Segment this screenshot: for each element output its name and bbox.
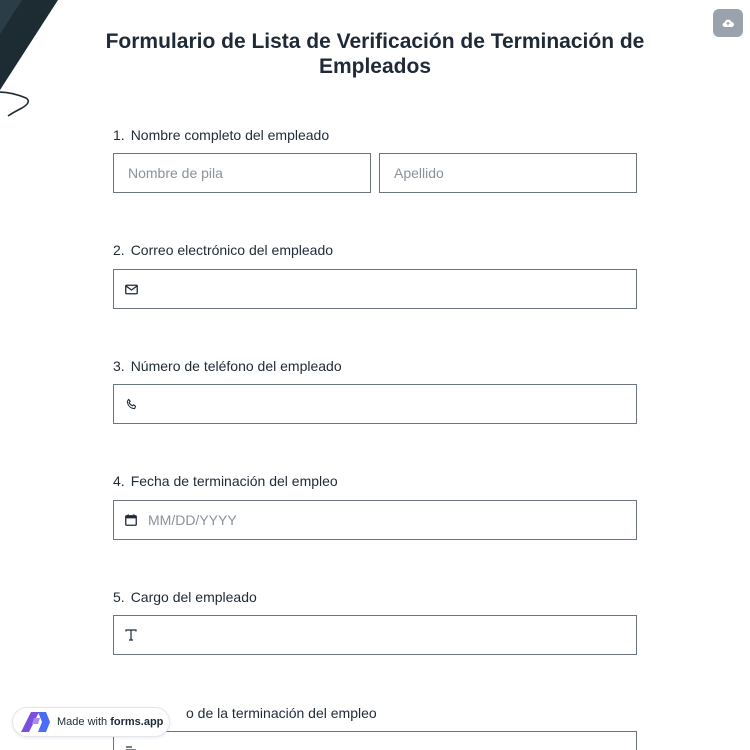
paragraph-icon <box>124 744 138 750</box>
made-with-prefix: Made with <box>57 716 111 728</box>
phone-field[interactable] <box>113 384 637 424</box>
envelope-icon <box>124 282 138 296</box>
made-with-badge[interactable] <box>12 707 170 737</box>
made-with-text <box>57 716 163 728</box>
question-text: Nombre completo del empleado <box>130 127 330 143</box>
job-title-input[interactable] <box>148 616 636 654</box>
question-text: Cargo del empleado <box>130 589 257 605</box>
forms-app-logo-icon <box>21 710 51 734</box>
question-number: 2. <box>113 242 125 258</box>
made-with-brand: forms.app <box>110 716 164 728</box>
question-label-termination-reason <box>186 704 377 722</box>
last-name-field[interactable] <box>379 153 637 193</box>
cloud-upload-icon <box>722 18 734 28</box>
save-progress-button[interactable] <box>713 9 743 37</box>
question-label-email <box>113 241 333 259</box>
phone-input[interactable] <box>148 385 636 423</box>
question-text: Correo electrónico del empleado <box>130 242 334 258</box>
termination-date-field[interactable] <box>113 500 637 540</box>
question-number: 3. <box>113 358 125 374</box>
question-label-job-title <box>113 588 257 606</box>
first-name-field[interactable] <box>113 153 371 193</box>
form-title: Formulario de Lista de Verificación de Terminación de Empleados <box>105 30 645 78</box>
question-text: Número de teléfono del empleado <box>130 358 342 374</box>
question-text: o de la terminación del empleo <box>186 705 377 721</box>
question-label-phone <box>113 357 342 375</box>
email-input[interactable] <box>148 270 636 308</box>
job-title-field[interactable] <box>113 615 637 655</box>
question-label-full-name <box>113 126 329 144</box>
first-name-input[interactable] <box>114 154 370 192</box>
phone-icon <box>124 397 138 411</box>
question-label-termination-date <box>113 472 338 490</box>
question-number: 4. <box>113 473 125 489</box>
last-name-input[interactable] <box>380 154 636 192</box>
question-number: 5. <box>113 589 125 605</box>
text-type-icon <box>124 628 138 642</box>
termination-reason-field[interactable] <box>113 731 637 750</box>
email-field[interactable] <box>113 269 637 309</box>
calendar-icon <box>124 513 138 527</box>
question-number: 1. <box>113 127 125 143</box>
termination-date-input[interactable] <box>148 501 636 539</box>
corner-decoration-icon <box>0 0 80 130</box>
question-text: Fecha de terminación del empleo <box>130 473 338 489</box>
